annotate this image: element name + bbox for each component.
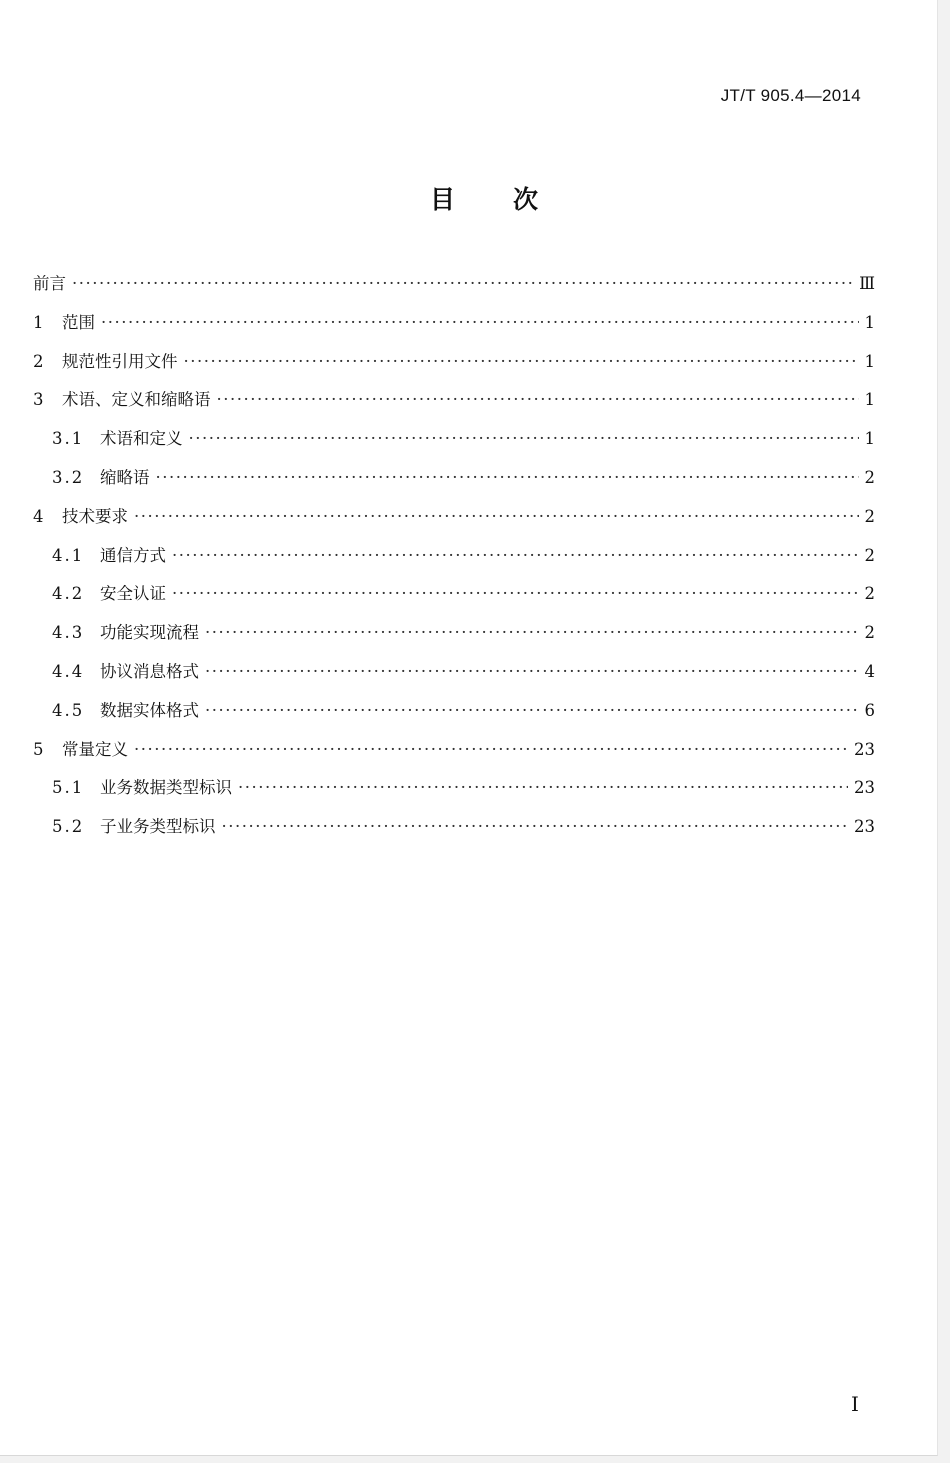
toc-entry[interactable]: [33, 658, 875, 697]
toc-entry-number: 5.2: [52, 817, 85, 837]
toc-entry-number: 5.1: [52, 778, 85, 798]
toc-entry-label: 通信方式: [100, 545, 166, 565]
toc-leader-dots: [101, 313, 859, 332]
toc-leader-dots: [184, 352, 859, 371]
toc-entry[interactable]: [33, 619, 875, 658]
toc-entry-label: 协议消息格式: [100, 661, 199, 681]
page-number: I: [851, 1392, 859, 1416]
toc-entry-page: 1: [864, 390, 875, 410]
toc-entry-page: 23: [854, 817, 875, 837]
toc-leader-dots: [222, 817, 849, 836]
toc-entry-number: 1: [33, 312, 44, 332]
toc-leader-dots: [172, 546, 859, 565]
toc-leader-dots: [205, 701, 859, 720]
toc-entry[interactable]: [33, 736, 875, 775]
toc-entry-label: 缩略语: [100, 467, 150, 487]
table-of-contents: [33, 270, 875, 852]
toc-entry[interactable]: [33, 697, 875, 736]
toc-entry-page: 4: [864, 661, 875, 681]
toc-entry-page: 1: [864, 429, 875, 449]
toc-entry[interactable]: [33, 425, 875, 464]
toc-entry-number: 3.2: [52, 467, 85, 487]
toc-entry[interactable]: [33, 464, 875, 503]
toc-leader-dots: [72, 274, 853, 293]
toc-entry-page: 2: [864, 545, 875, 565]
toc-entry-number: 4.2: [52, 584, 85, 604]
toc-entry-page: 1: [864, 351, 875, 371]
toc-entry[interactable]: [33, 542, 875, 581]
toc-entry[interactable]: [33, 813, 875, 852]
toc-leader-dots: [189, 429, 859, 448]
toc-entry-page: 2: [864, 506, 875, 526]
toc-entry-page: 23: [854, 739, 875, 759]
toc-entry-label: 规范性引用文件: [62, 351, 178, 371]
toc-entry-page: 2: [864, 467, 875, 487]
toc-entry-label: 安全认证: [100, 584, 166, 604]
toc-entry-number: 4.4: [52, 661, 85, 681]
toc-entry-label: 技术要求: [62, 506, 128, 526]
toc-entry[interactable]: [33, 580, 875, 619]
page-title: 目次: [429, 185, 596, 214]
toc-leader-dots: [172, 584, 859, 603]
toc-entry[interactable]: [33, 309, 875, 348]
toc-entry-page: 6: [864, 700, 875, 720]
toc-entry-label: 业务数据类型标识: [100, 778, 232, 798]
toc-leader-dots: [156, 468, 859, 487]
toc-leader-dots: [134, 740, 848, 759]
toc-entry-number: 5: [33, 739, 44, 759]
toc-entry-number: 4: [33, 506, 44, 526]
toc-entry[interactable]: [33, 386, 875, 425]
toc-leader-dots: [134, 507, 859, 526]
toc-entry-label: 子业务类型标识: [100, 817, 216, 837]
toc-leader-dots: [217, 390, 859, 409]
toc-entry-page: 2: [864, 584, 875, 604]
document-id: JT/T 905.4—2014: [720, 86, 861, 105]
toc-entry-label: 术语、定义和缩略语: [62, 390, 211, 410]
toc-entry-label: 功能实现流程: [100, 623, 199, 643]
toc-leader-dots: [238, 778, 848, 797]
toc-entry[interactable]: [33, 503, 875, 542]
toc-leader-dots: [205, 623, 859, 642]
toc-entry-number: 4.5: [52, 700, 85, 720]
toc-entry-page: 2: [864, 623, 875, 643]
toc-entry-label: 常量定义: [62, 739, 128, 759]
toc-entry-number: 3: [33, 390, 44, 410]
toc-entry[interactable]: [33, 774, 875, 813]
toc-entry-number: 2: [33, 351, 44, 371]
toc-entry-number: 3.1: [52, 429, 85, 449]
toc-entry-label: 范围: [62, 312, 95, 332]
toc-entry-label: 数据实体格式: [100, 700, 199, 720]
toc-entry-page: 1: [864, 312, 875, 332]
toc-entry-page: 23: [854, 778, 875, 798]
toc-leader-dots: [205, 662, 859, 681]
toc-entry[interactable]: [33, 270, 875, 309]
toc-entry-number: 4.1: [52, 545, 85, 565]
toc-entry-label: 前言: [33, 274, 66, 293]
toc-entry-label: 术语和定义: [100, 429, 183, 449]
toc-entry-page: Ⅲ: [859, 274, 875, 293]
toc-entry-number: 4.3: [52, 623, 85, 643]
toc-entry[interactable]: [33, 348, 875, 387]
